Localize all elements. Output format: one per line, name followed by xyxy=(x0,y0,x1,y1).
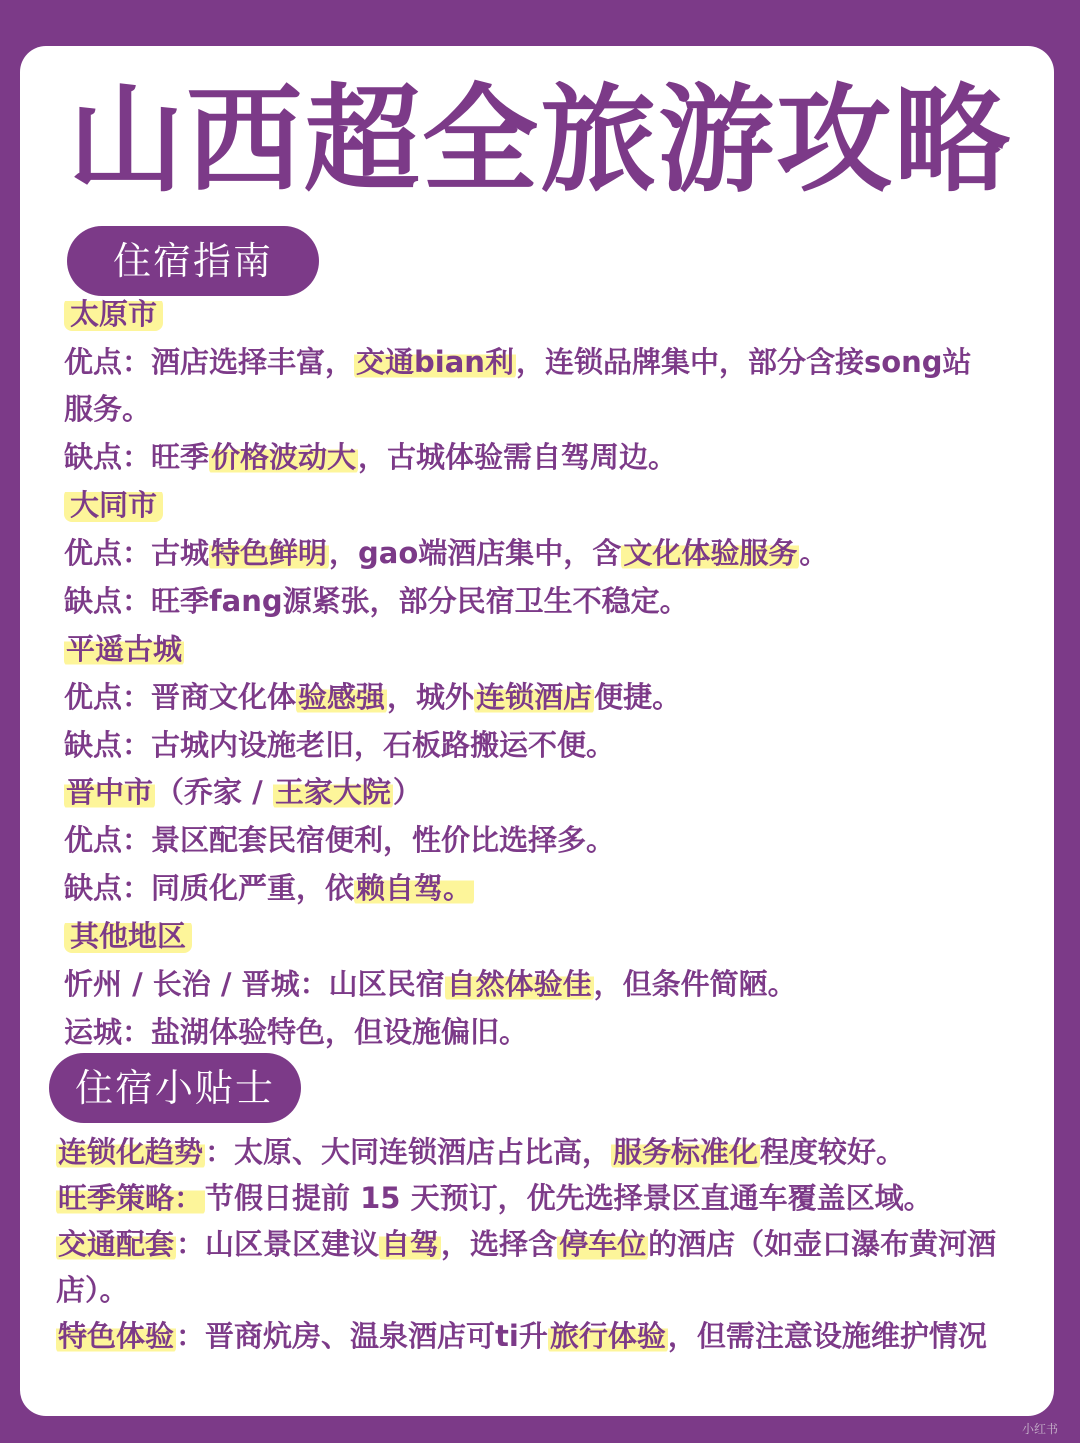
region-pros-taiyuan: 优点：酒店选择丰富，交通bian利，连锁品牌集中，部分含接song站 xyxy=(64,345,972,379)
region-heading-taiyuan: 太原市 xyxy=(64,296,1034,332)
region-pros-taiyuan-wrap: 服务。 xyxy=(64,392,152,426)
region-heading-pingyao: 平遥古城 xyxy=(66,632,183,666)
region-other-line-1: 忻州 / 长治 / 晋城：山区民宿自然体验佳，但条件简陋。 xyxy=(64,967,797,1001)
region-pros-datong: 优点：古城特色鲜明，gao端酒店集中，含文化体验服务。 xyxy=(64,536,829,570)
region-pros-pingyao: 优点：晋商文化体验感强，城外连锁酒店便捷。 xyxy=(64,680,682,714)
watermark: 小红书 xyxy=(1021,1422,1058,1436)
section-label-accommodation-tips: 住宿小贴士 xyxy=(49,1053,301,1123)
tip-chain-trend: 连锁化趋势：太原、大同连锁酒店占比高，服务标准化程度较好。 xyxy=(58,1135,906,1169)
tip-transport: 交通配套：山区景区建议自驾，选择含停车位的酒店（如壶口瀑布黄河酒 xyxy=(58,1227,997,1261)
tip-peak-season: 旺季策略：节假日提前 15 天预订，优先选择景区直通车覆盖区域。 xyxy=(58,1181,933,1215)
page-title: 山西超全旅游攻略 xyxy=(68,73,1012,208)
region-cons-taiyuan: 缺点：旺季价格波动大，古城体验需自驾周边。 xyxy=(64,440,678,474)
region-cons-pingyao: 缺点：古城内设施老旧，石板路搬运不便。 xyxy=(64,728,616,762)
region-heading-datong: 大同市 xyxy=(64,487,1034,523)
region-cons-jinzhong: 缺点：同质化严重，依赖自驾。 xyxy=(64,871,473,905)
tip-transport-wrap: 店）。 xyxy=(56,1273,129,1307)
tip-special-experience: 特色体验：晋商炕房、温泉酒店可ti升旅行体验，但需注意设施维护情况 xyxy=(58,1319,987,1353)
region-heading-jinzhong: 晋中市（乔家 / 王家大院） xyxy=(66,775,422,809)
region-pros-jinzhong: 优点：景区配套民宿便利，性价比选择多。 xyxy=(64,823,616,857)
region-heading-other: 其他地区 xyxy=(64,918,1034,954)
region-cons-datong: 缺点：旺季fang源紧张，部分民宿卫生不稳定。 xyxy=(64,584,689,618)
section-label-accommodation-guide: 住宿指南 xyxy=(67,226,319,296)
region-other-line-2: 运城：盐湖体验特色，但设施偏旧。 xyxy=(64,1015,529,1049)
